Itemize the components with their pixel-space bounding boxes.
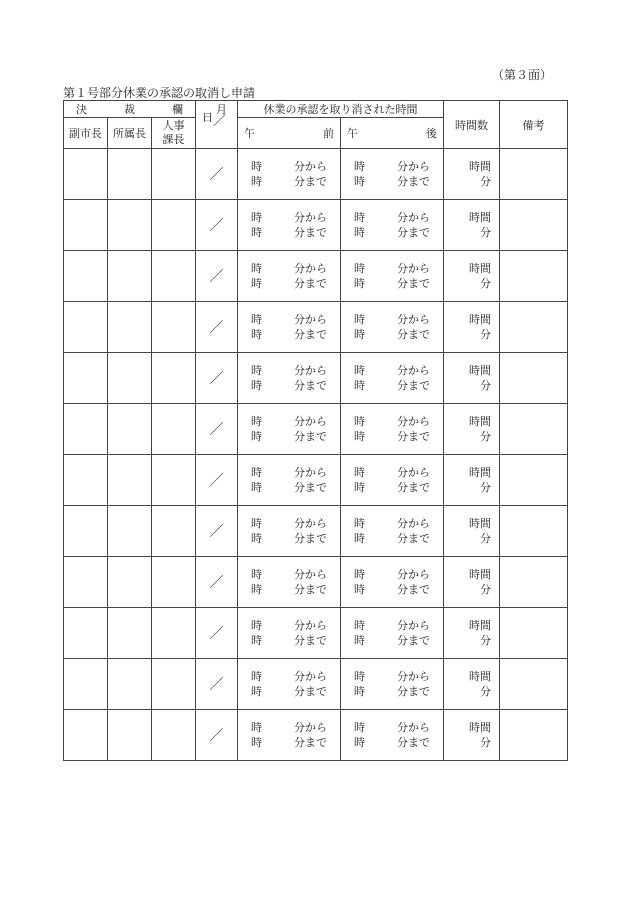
table-row: [64, 557, 568, 608]
vice-mayor-stamp-cell[interactable]: [64, 557, 108, 608]
minutes-unit: 分: [480, 277, 492, 290]
am-time-cell[interactable]: [238, 353, 341, 404]
date-slash: ／: [209, 320, 224, 336]
director-stamp-cell[interactable]: [108, 149, 152, 200]
hour-unit: 時: [354, 379, 366, 392]
until-unit: 分まで: [397, 634, 431, 647]
hours-cell[interactable]: [444, 404, 500, 455]
hour-unit: 時: [251, 619, 263, 632]
table-row: [64, 710, 568, 761]
approval-char-1: 決: [76, 103, 87, 116]
hour-unit: 時: [354, 583, 366, 596]
hours-unit: 時間: [469, 517, 492, 530]
vice-mayor-stamp-cell[interactable]: [64, 455, 108, 506]
hour-unit: 時: [251, 481, 263, 494]
remarks-cell[interactable]: [500, 302, 568, 353]
pm-time-cell[interactable]: [341, 251, 444, 302]
remarks-header: 備考: [500, 101, 568, 149]
hr-chief-stamp-cell[interactable]: [152, 149, 196, 200]
am-time-cell[interactable]: [238, 608, 341, 659]
form-rows: [64, 149, 568, 761]
until-unit: 分まで: [294, 430, 328, 443]
director-stamp-cell[interactable]: [108, 608, 152, 659]
hours-unit: 時間: [469, 415, 492, 428]
pm-header: [341, 118, 444, 149]
hour-unit: 時: [251, 328, 263, 341]
director-stamp-cell[interactable]: [108, 404, 152, 455]
from-unit: 分から: [397, 670, 431, 683]
hours-unit: 時間: [469, 313, 492, 326]
date-slash: ／: [209, 575, 224, 591]
from-unit: 分から: [294, 721, 328, 734]
hours-cell[interactable]: [444, 659, 500, 710]
hours-unit: 時間: [469, 721, 492, 734]
hr-chief-stamp-cell[interactable]: [152, 200, 196, 251]
hours-unit: 時間: [469, 619, 492, 632]
hour-unit: 時: [251, 277, 263, 290]
hours-unit: 時間: [469, 160, 492, 173]
date-slash: ／: [209, 473, 224, 489]
minutes-unit: 分: [480, 736, 492, 749]
hour-unit: 時: [354, 175, 366, 188]
cancellation-form-table: [63, 100, 568, 761]
vice-mayor-stamp-cell[interactable]: [64, 506, 108, 557]
from-unit: 分から: [397, 211, 431, 224]
minutes-unit: 分: [480, 379, 492, 392]
from-unit: 分から: [294, 415, 328, 428]
hr-chief-stamp-cell[interactable]: [152, 659, 196, 710]
hour-unit: 時: [251, 430, 263, 443]
date-slash: ／: [213, 114, 227, 129]
hr-chief-stamp-cell[interactable]: [152, 455, 196, 506]
hours-cell[interactable]: [444, 557, 500, 608]
hour-unit: 時: [251, 568, 263, 581]
table-row: [64, 302, 568, 353]
until-unit: 分まで: [294, 277, 328, 290]
remarks-cell[interactable]: [500, 200, 568, 251]
director-stamp-cell[interactable]: [108, 251, 152, 302]
hours-cell[interactable]: [444, 710, 500, 761]
hours-cell[interactable]: [444, 149, 500, 200]
table-row: [64, 506, 568, 557]
pm-time-cell[interactable]: [341, 710, 444, 761]
table-row: [64, 659, 568, 710]
am-time-cell[interactable]: [238, 506, 341, 557]
am-time-cell[interactable]: [238, 302, 341, 353]
from-unit: 分から: [397, 415, 431, 428]
vice-mayor-stamp-cell[interactable]: [64, 608, 108, 659]
page-label: （第３面）: [491, 68, 552, 82]
hour-unit: 時: [354, 532, 366, 545]
from-unit: 分から: [397, 568, 431, 581]
hour-unit: 時: [251, 670, 263, 683]
hour-unit: 時: [354, 313, 366, 326]
hr-chief-header: [152, 118, 196, 149]
until-unit: 分まで: [397, 379, 431, 392]
approval-char-3: 欄: [172, 103, 183, 116]
minutes-unit: 分: [480, 583, 492, 596]
month-label: 月: [216, 103, 228, 116]
hours-cell[interactable]: [444, 608, 500, 659]
am-time-cell[interactable]: [238, 149, 341, 200]
until-unit: 分まで: [294, 379, 328, 392]
date-cell[interactable]: [196, 557, 238, 608]
hour-unit: 時: [354, 481, 366, 494]
until-unit: 分まで: [294, 736, 328, 749]
director-stamp-cell[interactable]: [108, 710, 152, 761]
table-row: [64, 251, 568, 302]
hour-unit: 時: [251, 685, 263, 698]
until-unit: 分まで: [397, 175, 431, 188]
vice-mayor-stamp-cell[interactable]: [64, 251, 108, 302]
from-unit: 分から: [294, 619, 328, 632]
date-header: [196, 101, 238, 149]
vice-mayor-stamp-cell[interactable]: [64, 659, 108, 710]
vice-mayor-stamp-cell[interactable]: [64, 353, 108, 404]
vice-mayor-stamp-cell[interactable]: [64, 149, 108, 200]
hour-unit: 時: [251, 379, 263, 392]
hour-unit: 時: [251, 415, 263, 428]
date-cell[interactable]: [196, 455, 238, 506]
from-unit: 分から: [397, 313, 431, 326]
date-cell[interactable]: [196, 353, 238, 404]
until-unit: 分まで: [397, 736, 431, 749]
date-cell[interactable]: [196, 200, 238, 251]
hr-chief-stamp-cell[interactable]: [152, 302, 196, 353]
until-unit: 分まで: [294, 328, 328, 341]
hour-unit: 時: [251, 262, 263, 275]
date-cell[interactable]: [196, 608, 238, 659]
from-unit: 分から: [397, 619, 431, 632]
hour-unit: 時: [354, 670, 366, 683]
until-unit: 分まで: [397, 532, 431, 545]
am-time-cell[interactable]: [238, 404, 341, 455]
pm-time-cell[interactable]: [341, 149, 444, 200]
remarks-cell[interactable]: [500, 659, 568, 710]
table-row: [64, 455, 568, 506]
until-unit: 分まで: [294, 175, 328, 188]
hours-header: 時間数: [444, 101, 500, 149]
from-unit: 分から: [294, 364, 328, 377]
remarks-cell[interactable]: [500, 353, 568, 404]
hour-unit: 時: [251, 160, 263, 173]
remarks-cell[interactable]: [500, 404, 568, 455]
until-unit: 分まで: [294, 532, 328, 545]
hour-unit: 時: [354, 328, 366, 341]
director-stamp-cell[interactable]: [108, 200, 152, 251]
hour-unit: 時: [354, 160, 366, 173]
am-header: [238, 118, 341, 149]
pm-char-2: 後: [426, 127, 438, 140]
hour-unit: 時: [354, 211, 366, 224]
hour-unit: 時: [354, 685, 366, 698]
until-unit: 分まで: [397, 328, 431, 341]
date-slash: ／: [209, 167, 224, 183]
am-time-cell[interactable]: [238, 710, 341, 761]
pm-time-cell[interactable]: [341, 455, 444, 506]
hours-cell[interactable]: [444, 353, 500, 404]
until-unit: 分まで: [294, 226, 328, 239]
day-label: 日: [202, 111, 214, 124]
hr-chief-line2: 課長: [162, 133, 185, 146]
director-header: 所属長: [108, 118, 152, 149]
hours-cell[interactable]: [444, 251, 500, 302]
hours-cell[interactable]: [444, 455, 500, 506]
date-cell[interactable]: [196, 659, 238, 710]
date-cell[interactable]: [196, 506, 238, 557]
hour-unit: 時: [251, 466, 263, 479]
cancelled-time-header: 休業の承認を取り消された時間: [238, 101, 444, 118]
remarks-cell[interactable]: [500, 608, 568, 659]
from-unit: 分から: [397, 721, 431, 734]
until-unit: 分まで: [397, 481, 431, 494]
hour-unit: 時: [354, 634, 366, 647]
hours-cell[interactable]: [444, 200, 500, 251]
hour-unit: 時: [251, 517, 263, 530]
hr-chief-stamp-cell[interactable]: [152, 251, 196, 302]
hours-cell[interactable]: [444, 302, 500, 353]
hour-unit: 時: [354, 415, 366, 428]
vice-mayor-stamp-cell[interactable]: [64, 200, 108, 251]
pm-time-cell[interactable]: [341, 302, 444, 353]
date-cell[interactable]: [196, 302, 238, 353]
table-row: [64, 200, 568, 251]
table-row: [64, 353, 568, 404]
hour-unit: 時: [251, 583, 263, 596]
pm-time-cell[interactable]: [341, 557, 444, 608]
from-unit: 分から: [397, 364, 431, 377]
date-slash: ／: [209, 677, 224, 693]
hour-unit: 時: [251, 226, 263, 239]
director-stamp-cell[interactable]: [108, 353, 152, 404]
approval-header: [64, 101, 196, 118]
remarks-cell[interactable]: [500, 149, 568, 200]
am-char-1: 午: [244, 127, 256, 140]
hr-chief-stamp-cell[interactable]: [152, 710, 196, 761]
vice-mayor-stamp-cell[interactable]: [64, 404, 108, 455]
pm-time-cell[interactable]: [341, 659, 444, 710]
from-unit: 分から: [294, 568, 328, 581]
director-stamp-cell[interactable]: [108, 557, 152, 608]
form-title: 第１号部分休業の承認の取消し申請: [63, 86, 256, 100]
minutes-unit: 分: [480, 175, 492, 188]
hour-unit: 時: [354, 262, 366, 275]
am-time-cell[interactable]: [238, 200, 341, 251]
from-unit: 分から: [294, 211, 328, 224]
hour-unit: 時: [251, 532, 263, 545]
date-slash: ／: [209, 524, 224, 540]
director-stamp-cell[interactable]: [108, 506, 152, 557]
vice-mayor-stamp-cell[interactable]: [64, 302, 108, 353]
date-slash: ／: [209, 218, 224, 234]
hour-unit: 時: [354, 517, 366, 530]
minutes-unit: 分: [480, 226, 492, 239]
hour-unit: 時: [251, 634, 263, 647]
remarks-cell[interactable]: [500, 455, 568, 506]
am-time-cell[interactable]: [238, 455, 341, 506]
hour-unit: 時: [354, 430, 366, 443]
hour-unit: 時: [251, 211, 263, 224]
hour-unit: 時: [354, 721, 366, 734]
table-row: [64, 149, 568, 200]
until-unit: 分まで: [294, 634, 328, 647]
pm-time-cell[interactable]: [341, 404, 444, 455]
from-unit: 分から: [294, 313, 328, 326]
date-cell[interactable]: [196, 149, 238, 200]
hr-chief-stamp-cell[interactable]: [152, 608, 196, 659]
am-time-cell[interactable]: [238, 251, 341, 302]
from-unit: 分から: [294, 160, 328, 173]
minutes-unit: 分: [480, 634, 492, 647]
from-unit: 分から: [294, 517, 328, 530]
pm-char-1: 午: [347, 127, 359, 140]
date-cell[interactable]: [196, 710, 238, 761]
director-stamp-cell[interactable]: [108, 659, 152, 710]
minutes-unit: 分: [480, 532, 492, 545]
hr-chief-stamp-cell[interactable]: [152, 353, 196, 404]
am-time-cell[interactable]: [238, 557, 341, 608]
hr-chief-stamp-cell[interactable]: [152, 506, 196, 557]
until-unit: 分まで: [294, 481, 328, 494]
minutes-unit: 分: [480, 328, 492, 341]
pm-time-cell[interactable]: [341, 353, 444, 404]
from-unit: 分から: [397, 517, 431, 530]
pm-time-cell[interactable]: [341, 608, 444, 659]
remarks-cell[interactable]: [500, 506, 568, 557]
minutes-unit: 分: [480, 685, 492, 698]
pm-time-cell[interactable]: [341, 200, 444, 251]
hour-unit: 時: [354, 364, 366, 377]
until-unit: 分まで: [397, 685, 431, 698]
pm-time-cell[interactable]: [341, 506, 444, 557]
hr-chief-stamp-cell[interactable]: [152, 404, 196, 455]
date-slash: ／: [209, 269, 224, 285]
hours-unit: 時間: [469, 364, 492, 377]
am-time-cell[interactable]: [238, 659, 341, 710]
hours-unit: 時間: [469, 568, 492, 581]
hour-unit: 時: [354, 226, 366, 239]
hour-unit: 時: [354, 277, 366, 290]
from-unit: 分から: [397, 160, 431, 173]
vice-mayor-header: 副市長: [64, 118, 108, 149]
until-unit: 分まで: [397, 277, 431, 290]
vice-mayor-stamp-cell[interactable]: [64, 710, 108, 761]
hr-chief-stamp-cell[interactable]: [152, 557, 196, 608]
date-slash: ／: [209, 728, 224, 744]
hour-unit: 時: [251, 736, 263, 749]
hour-unit: 時: [354, 568, 366, 581]
hours-unit: 時間: [469, 466, 492, 479]
until-unit: 分まで: [294, 685, 328, 698]
hour-unit: 時: [354, 466, 366, 479]
date-slash: ／: [209, 422, 224, 438]
from-unit: 分から: [294, 670, 328, 683]
from-unit: 分から: [397, 466, 431, 479]
from-unit: 分から: [294, 466, 328, 479]
hour-unit: 時: [251, 175, 263, 188]
approval-char-2: 裁: [124, 103, 135, 116]
hours-unit: 時間: [469, 670, 492, 683]
table-row: [64, 608, 568, 659]
hours-cell[interactable]: [444, 506, 500, 557]
remarks-cell[interactable]: [500, 557, 568, 608]
hour-unit: 時: [251, 313, 263, 326]
hr-chief-line1: 人事: [162, 119, 185, 132]
date-slash: ／: [209, 371, 224, 387]
hour-unit: 時: [354, 619, 366, 632]
date-slash: ／: [209, 626, 224, 642]
minutes-unit: 分: [480, 481, 492, 494]
from-unit: 分から: [397, 262, 431, 275]
hour-unit: 時: [251, 721, 263, 734]
director-stamp-cell[interactable]: [108, 302, 152, 353]
am-char-2: 前: [323, 127, 335, 140]
date-cell[interactable]: [196, 404, 238, 455]
hour-unit: 時: [354, 736, 366, 749]
remarks-cell[interactable]: [500, 710, 568, 761]
minutes-unit: 分: [480, 430, 492, 443]
remarks-cell[interactable]: [500, 251, 568, 302]
until-unit: 分まで: [397, 226, 431, 239]
hour-unit: 時: [251, 364, 263, 377]
from-unit: 分から: [294, 262, 328, 275]
hours-unit: 時間: [469, 211, 492, 224]
director-stamp-cell[interactable]: [108, 455, 152, 506]
hours-unit: 時間: [469, 262, 492, 275]
table-row: [64, 404, 568, 455]
until-unit: 分まで: [397, 583, 431, 596]
until-unit: 分まで: [294, 583, 328, 596]
until-unit: 分まで: [397, 430, 431, 443]
date-cell[interactable]: [196, 251, 238, 302]
